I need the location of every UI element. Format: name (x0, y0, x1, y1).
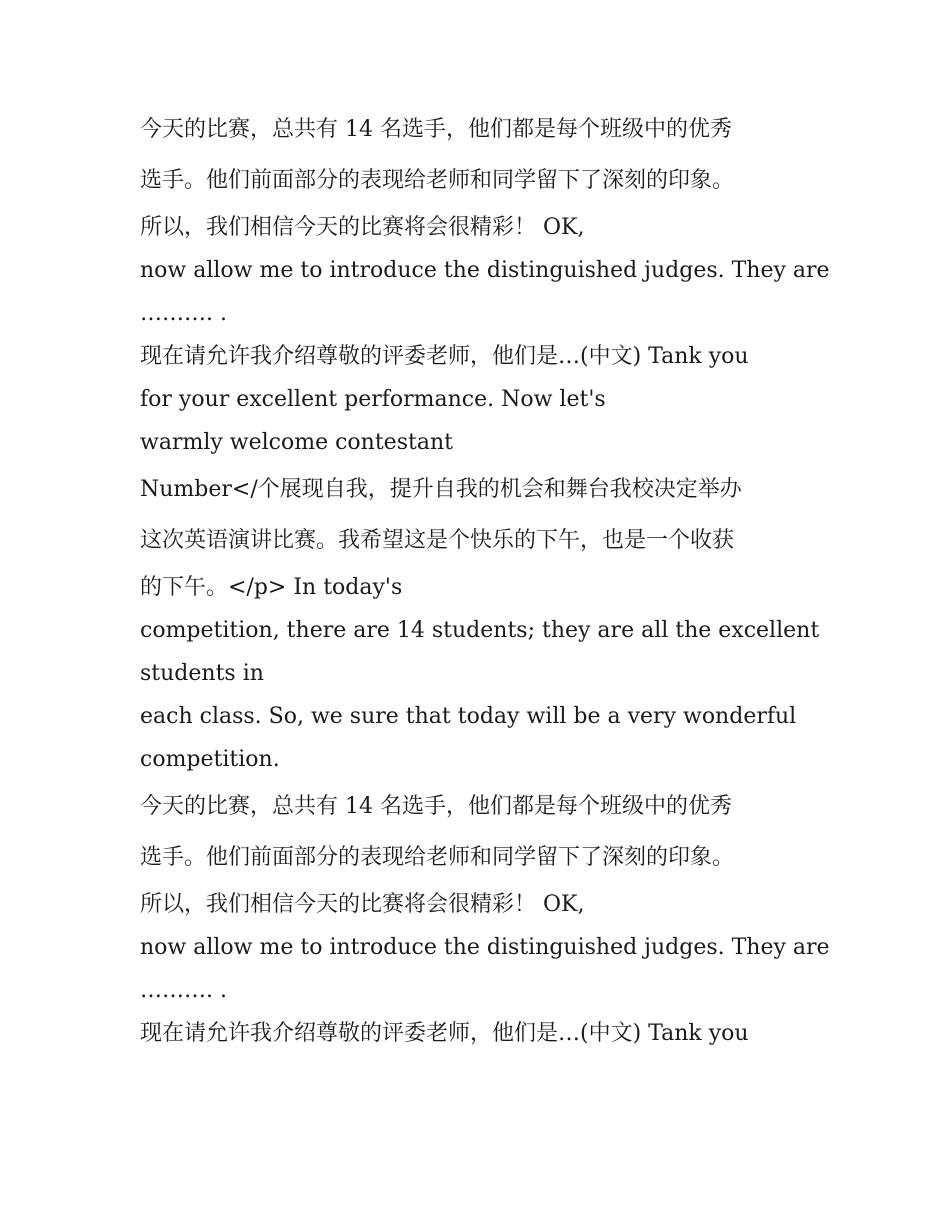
text-line: warmly welcome contestant (140, 430, 453, 455)
text-line: 的下午。</p> In today's (140, 575, 403, 600)
document-body (140, 108, 830, 1059)
text-line: 所以，我们相信今天的比赛将会很精彩！ OK, (140, 892, 585, 917)
text-line: each class. So, we sure that today will be a very wonderful (140, 704, 797, 729)
text-line: competition, there are 14 students; they are all the excellent (140, 618, 820, 643)
text-line: 今天的比赛，总共有 14 名选手，他们都是每个班级中的优秀 (140, 794, 732, 819)
text-line: ………. . (140, 301, 227, 326)
text-line: now allow me to introduce the distinguished judges. They are (140, 258, 830, 283)
text-line: 所以，我们相信今天的比赛将会很精彩！ OK, (140, 215, 585, 240)
text-line: now allow me to introduce the distinguished judges. They are (140, 935, 830, 960)
text-line: 选手。他们前面部分的表现给老师和同学留下了深刻的印象。 (140, 845, 735, 870)
text-line: ………. . (140, 978, 227, 1003)
text-line: 这次英语演讲比赛。我希望这是个快乐的下午，也是一个收获 (140, 528, 735, 553)
text-line: for your excellent performance. Now let's (140, 387, 606, 412)
text-line: 今天的比赛，总共有 14 名选手，他们都是每个班级中的优秀 (140, 117, 732, 142)
text-line: competition. (140, 747, 280, 772)
text-line: 现在请允许我介绍尊敬的评委老师，他们是…(中文) Tank you (140, 344, 749, 369)
text-line: students in (140, 661, 264, 686)
text-line: 选手。他们前面部分的表现给老师和同学留下了深刻的印象。 (140, 168, 735, 193)
text-line: 现在请允许我介绍尊敬的评委老师，他们是…(中文) Tank you (140, 1021, 749, 1046)
text-line: Number</个展现自我，提升自我的机会和舞台我校决定举办 (140, 477, 742, 502)
